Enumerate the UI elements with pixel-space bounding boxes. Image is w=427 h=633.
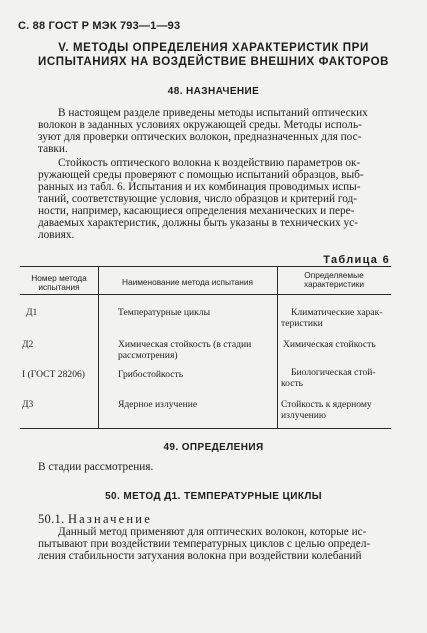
table-caption: Таблица 6 xyxy=(323,254,390,266)
text-line: зуют для проверки оптических волокон, предназначенных для пос- xyxy=(38,131,362,143)
text-line: ранных из табл. 6. Испытания и их комбинация проводимых испы- xyxy=(38,181,361,193)
section-48-paragraph-1 xyxy=(38,107,390,155)
table-cell-characteristics: Химическая стойкость xyxy=(283,339,376,350)
cell-line: Климатические харак- xyxy=(291,307,383,318)
table-header-characteristics xyxy=(277,271,391,289)
text-line: даваемых характеристик, должны быть указаны в технических ус- xyxy=(38,217,358,229)
running-head: С. 88 ГОСТ Р МЭК 793—1—93 xyxy=(18,20,181,32)
text-line: ления стабильности затухания волокна при воздействии колебаний xyxy=(38,550,362,562)
table-header-method-name: Наименование метода испытания xyxy=(121,277,254,287)
section-49-title: 49. ОПРЕДЕЛЕНИЯ xyxy=(163,442,264,453)
table-rule xyxy=(20,294,391,295)
table-cell-name: Температурные циклы xyxy=(118,307,211,318)
subsection-50-1-heading xyxy=(38,512,152,527)
cell-line: теристики xyxy=(281,318,323,329)
table-cell-characteristics xyxy=(281,399,372,421)
text-line: пытывают при воздействии температурных циклов с целью определ- xyxy=(38,538,371,550)
table-cell-code: Д2 xyxy=(22,339,34,350)
cell-line: рассмотрения) xyxy=(118,350,178,361)
text-line: В настоящем разделе приведены методы испытаний оптических xyxy=(58,107,368,119)
cell-line: Стойкость к ядерному xyxy=(281,399,372,410)
header-line: Номер метода xyxy=(31,273,87,283)
cell-line: излучению xyxy=(281,410,327,421)
text-line: Данный метод применяют для оптических волокон, которые ис- xyxy=(58,526,367,538)
table-cell-name: Ядерное излучение xyxy=(118,399,198,410)
chapter-title-line-2: ИСПЫТАНИЯХ НА ВОЗДЕЙСТВИЕ ВНЕШНИХ ФАКТОРОВ xyxy=(37,56,390,68)
header-line: испытания xyxy=(38,282,80,292)
table-cell-name: Грибостойкость xyxy=(118,369,184,380)
table-cell-code: Д1 xyxy=(26,307,38,318)
table-cell-characteristics xyxy=(281,367,376,389)
table-6 xyxy=(20,266,391,429)
cell-line: Химическая стойкость (в стадии xyxy=(118,339,252,350)
table-column-rule xyxy=(98,266,99,429)
header-line: характеристики xyxy=(303,279,365,289)
section-50-paragraph xyxy=(38,526,390,562)
section-50-title: 50. МЕТОД Д1. ТЕМПЕРАТУРНЫЕ ЦИКЛЫ xyxy=(105,491,322,502)
text-line: ловиях. xyxy=(38,229,75,241)
table-column-rule xyxy=(277,266,278,429)
text-line: Стойкость оптического волокна к воздействию параметров ок- xyxy=(58,157,361,169)
table-cell-code: Д3 xyxy=(22,399,34,410)
text-line: волокон в заданных условиях окружающей среды. Методы исполь- xyxy=(38,119,362,131)
subsection-title: Назначение xyxy=(67,512,152,526)
table-cell-characteristics xyxy=(281,307,383,329)
table-rule xyxy=(20,428,391,429)
text-line: тавки. xyxy=(38,143,68,155)
text-line: таний, соответствующие условия, число образцов и критерий год- xyxy=(38,193,358,205)
header-line: Определяемые xyxy=(304,270,364,280)
cell-line: Биологическая стой- xyxy=(291,367,376,378)
table-cell-name xyxy=(118,339,273,361)
section-48-paragraph-2 xyxy=(38,157,390,241)
cell-line: кость xyxy=(281,378,304,389)
text-line: ружающей среды проверяют с помощью испытаний образцов, выб- xyxy=(38,169,364,181)
chapter-title-line-1: V. МЕТОДЫ ОПРЕДЕЛЕНИЯ ХАРАКТЕРИСТИК ПРИ xyxy=(58,42,369,54)
table-rule xyxy=(20,266,391,267)
section-49-text: В стадии рассмотрения. xyxy=(38,461,154,473)
table-cell-code: I (ГОСТ 28206) xyxy=(22,369,85,380)
section-48-title: 48. НАЗНАЧЕНИЕ xyxy=(167,86,260,97)
text-line: ности, например, касающиеся определения механических и пере- xyxy=(38,205,355,217)
table-header-method-number xyxy=(20,274,98,292)
subsection-number: 50.1. xyxy=(38,512,65,526)
